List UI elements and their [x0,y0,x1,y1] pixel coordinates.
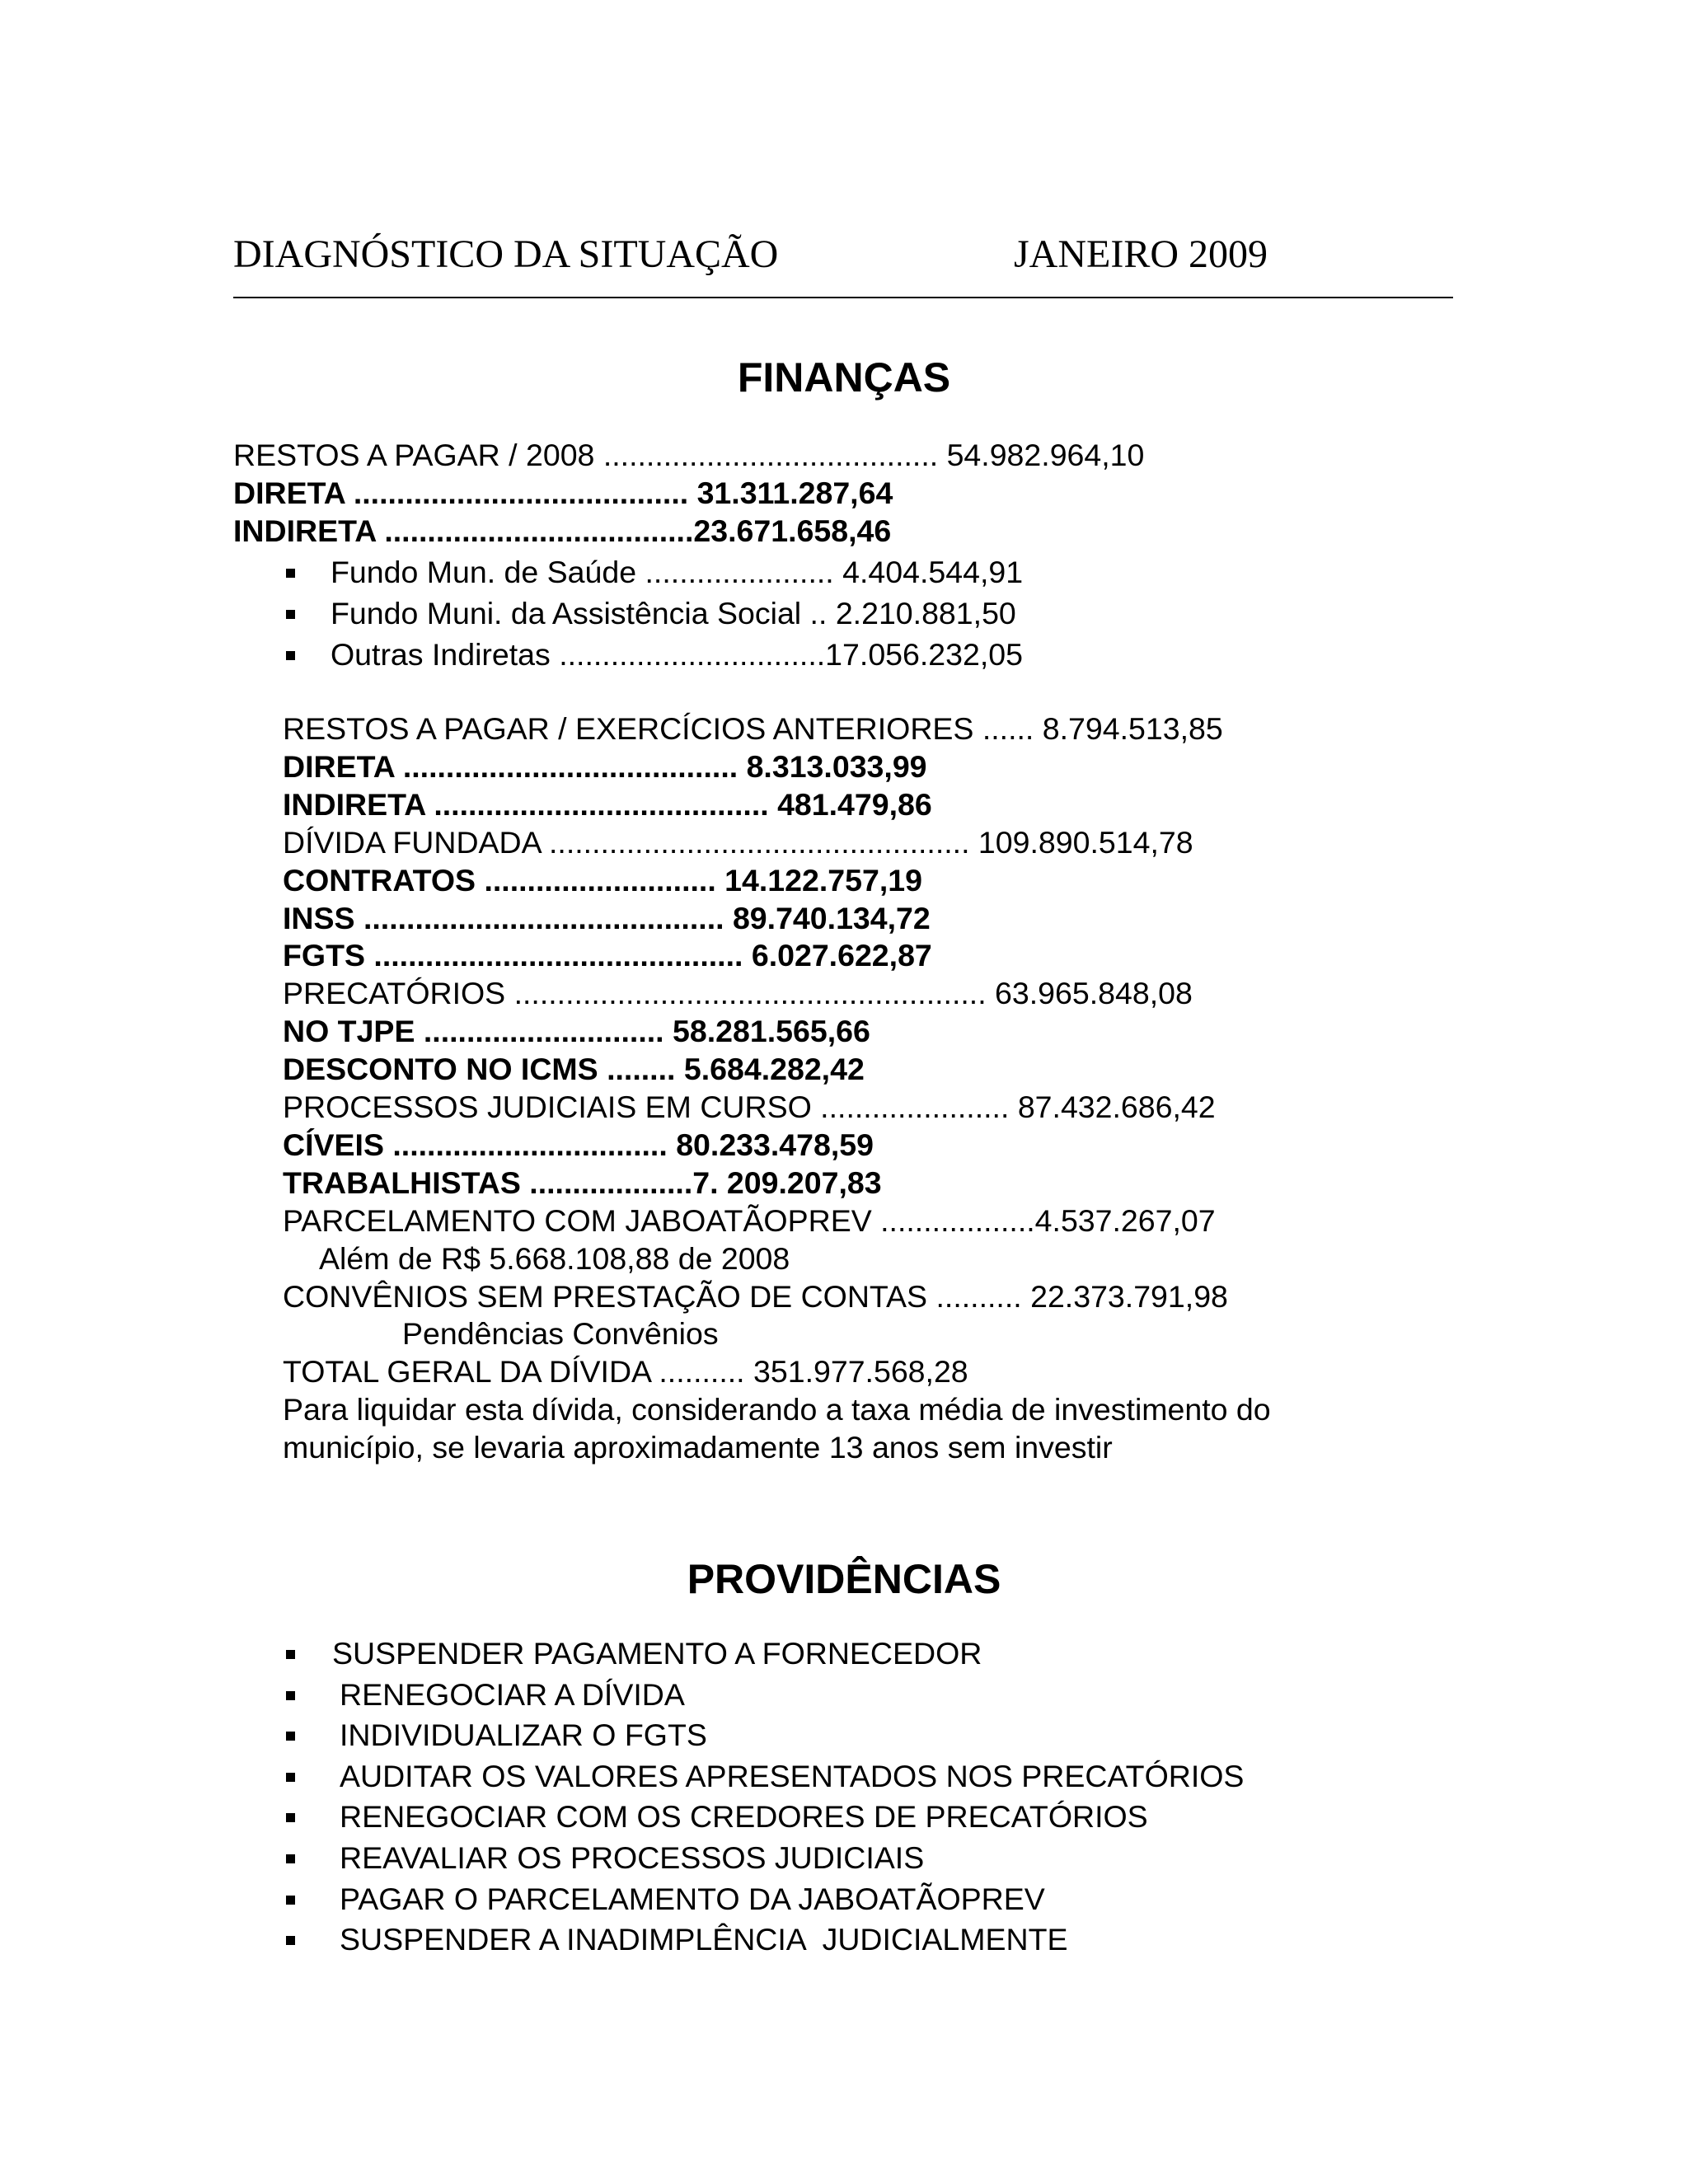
header-date: JANEIRO 2009 [1014,232,1268,276]
finance-line: PARCELAMENTO COM JABOATÃOPREV ..................4.537.267,07 [283,1202,1216,1238]
finance-line: CONTRATOS ........................... 14.122.757,19 [283,862,922,898]
restos-a-pagar-2008: RESTOS A PAGAR / 2008 ....................................... 54.982.964,10 [233,438,1145,472]
finance-line: TRABALHISTAS ...................7. 209.207,83 [283,1165,882,1200]
document-header [233,231,1453,279]
bullet-icon [286,1773,295,1782]
providencia-item: REAVALIAR OS PROCESSOS JUDICIAIS [340,1840,925,1875]
breakdown-item: Fundo Mun. de Saúde ...................... 4.404.544,91 [331,555,1024,589]
finance-line: CÍVEIS ................................ 80.233.478,59 [283,1127,874,1162]
finance-line: DÍVIDA FUNDADA ................................................. 109.890.514,78 [283,824,1193,860]
bullet-icon [286,1936,295,1945]
finance-line: DIRETA ....................................... 8.313.033,99 [283,748,927,784]
header-divider [233,297,1453,298]
providencias-heading: PROVIDÊNCIAS [687,1556,1001,1602]
finance-line: RESTOS A PAGAR / EXERCÍCIOS ANTERIORES ...... 8.794.513,85 [283,711,1223,746]
direta-2008: DIRETA ....................................... 31.311.287,64 [233,476,893,510]
bullet-icon [286,1691,295,1700]
finance-line: DESCONTO NO ICMS ........ 5.684.282,42 [283,1052,865,1087]
finance-line: Para liquidar esta dívida, considerando a taxa média de investimento do [283,1392,1271,1427]
finance-line: TOTAL GERAL DA DÍVIDA .......... 351.977.568,28 [283,1354,968,1390]
finance-line: PROCESSOS JUDICIAIS EM CURSO ...................... 87.432.686,42 [283,1090,1216,1124]
finance-line: INDIRETA ....................................... 481.479,86 [283,786,932,822]
finance-line: PRECATÓRIOS ....................................................... 63.965.848,08 [283,976,1193,1011]
finance-line: município, se levaria aproximadamente 13 anos sem investir [283,1430,1113,1465]
bullet-icon [286,1732,295,1741]
bullet-icon [286,1813,295,1822]
finance-line: FGTS ........................................... 6.027.622,87 [283,938,932,973]
providencia-item: AUDITAR OS VALORES APRESENTADOS NOS PRECATÓRIOS [340,1758,1245,1793]
bullet-icon [286,569,295,578]
providencia-item: PAGAR O PARCELAMENTO DA JABOATÃOPREV [340,1881,1045,1916]
providencia-item: SUSPENDER A INADIMPLÊNCIA JUDICIALMENTE [340,1922,1068,1957]
financas-heading: FINANÇAS [737,354,951,401]
bullet-icon [286,651,295,660]
providencia-item: RENEGOCIAR COM OS CREDORES DE PRECATÓRIOS [340,1799,1148,1835]
bullet-icon [286,1854,295,1863]
bullet-icon [286,1650,295,1659]
providencia-item: RENEGOCIAR A DÍVIDA [340,1676,685,1712]
indireta-2008: INDIRETA ....................................23.671.658,46 [233,513,892,548]
bullet-icon [286,1896,295,1905]
finance-line: Pendências Convênios [402,1316,719,1352]
providencia-item: INDIVIDUALIZAR O FGTS [340,1718,707,1753]
finance-line: Além de R$ 5.668.108,88 de 2008 [319,1240,790,1276]
breakdown-item: Outras Indiretas ...............................17.056.232,05 [331,637,1023,672]
breakdown-item: Fundo Muni. da Assistência Social .. 2.210.881,50 [331,596,1016,630]
bullet-icon [286,610,295,619]
header-title: DIAGNÓSTICO DA SITUAÇÃO [233,232,779,276]
finance-line: CONVÊNIOS SEM PRESTAÇÃO DE CONTAS .......... 22.373.791,98 [283,1278,1228,1314]
finance-line: NO TJPE ............................ 58.281.565,66 [283,1014,870,1049]
providencia-item: SUSPENDER PAGAMENTO A FORNECEDOR [332,1636,982,1671]
finance-line: INSS .......................................... 89.740.134,72 [283,900,931,935]
